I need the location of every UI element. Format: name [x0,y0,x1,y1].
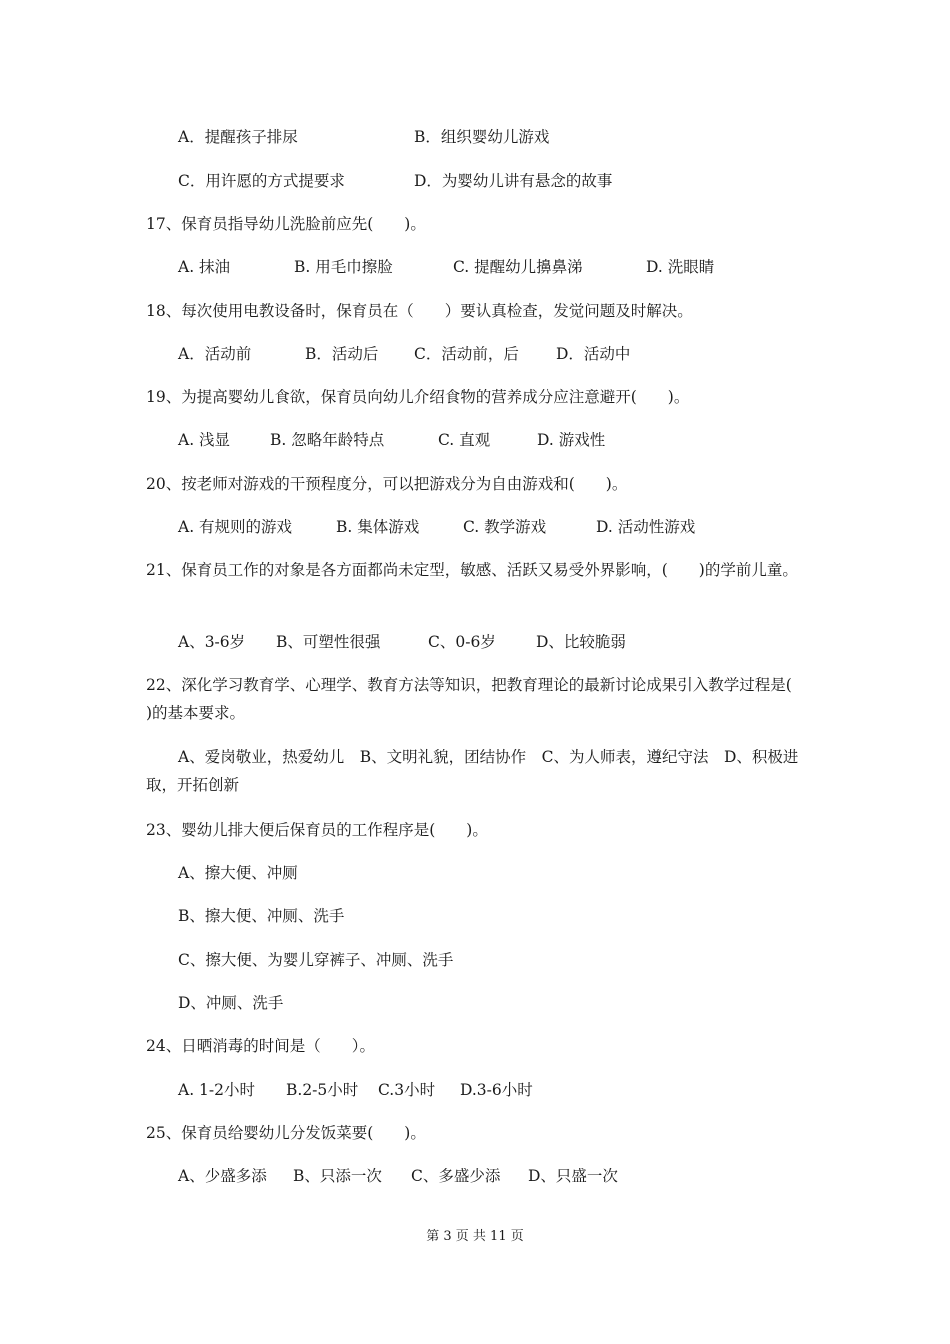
q21-option-d: D、比较脆弱 [536,633,626,651]
q24-option-d: D.3-6小时 [460,1081,533,1099]
q21-option-c: C、0-6岁 [428,633,496,651]
q17-option-a: A. 抹油 [178,258,231,276]
q23-option-c: C、擦大便、为婴儿穿裤子、冲厕、洗手 [178,951,454,969]
q20-stem: 20、按老师对游戏的干预程度分，可以把游戏分为自由游戏和( )。 [146,475,628,493]
q20-option-b: B. 集体游戏 [336,518,420,536]
q23-option-a: A、擦大便、冲厕 [178,864,298,882]
q19-option-a: A. 浅显 [178,431,231,449]
q24-option-a: A. 1-2小时 [178,1081,256,1099]
q18-option-a: A．活动前 [178,345,252,363]
q18-stem: 18、每次使用电教设备时，保育员在（ ）要认真检查，发觉问题及时解决。 [146,302,693,320]
q20-option-c: C. 教学游戏 [463,518,547,536]
q19-option-b: B. 忽略年龄特点 [270,431,385,449]
q25-option-c: C、多盛少添 [411,1167,501,1185]
q23-stem: 23、婴幼儿排大便后保育员的工作程序是( )。 [146,821,488,839]
q21-option-a: A、3-6岁 [178,633,246,651]
q17-option-b: B. 用毛巾擦脸 [294,258,393,276]
q20-option-a: A. 有规则的游戏 [178,518,293,536]
q21-option-b: B、可塑性很强 [276,633,381,651]
page-footer: 第 3 页 共 11 页 [426,1229,524,1244]
q16-option-b: B．组织婴幼儿游戏 [414,128,550,146]
q16-option-a: A．提醒孩子排尿 [178,128,298,146]
q25-option-b: B、只添一次 [293,1167,382,1185]
q16-option-c: C．用许愿的方式提要求 [178,172,345,190]
q22-options: A、爱岗敬业，热爱幼儿 B、文明礼貌，团结协作 C、为人师表，遵纪守法 D、积极进取，开拓创新 [146,748,799,794]
q18-option-d: D．活动中 [556,345,631,363]
q19-option-d: D. 游戏性 [537,431,606,449]
q16-option-d: D．为婴幼儿讲有悬念的故事 [414,172,613,190]
q21-stem: 21、保育员工作的对象是各方面都尚未定型，敏感、活跃又易受外界影响，( )的学前儿童。 [146,561,798,579]
q18-option-c: C．活动前，后 [414,345,519,363]
q20-option-d: D. 活动性游戏 [596,518,696,536]
q19-option-c: C. 直观 [438,431,491,449]
q24-stem: 24、日晒消毒的时间是（ ）。 [146,1037,375,1055]
q17-option-c: C. 提醒幼儿擤鼻涕 [453,258,583,276]
q24-option-c: C.3小时 [378,1081,436,1099]
q24-option-b: B.2-5小时 [286,1081,359,1099]
q18-option-b: B．活动后 [305,345,379,363]
q25-option-a: A、少盛多添 [178,1167,267,1185]
q23-option-b: B、擦大便、冲厕、洗手 [178,907,345,925]
q22-stem: 22、深化学习教育学、心理学、教育方法等知识，把教育理论的最新讨论成果引入教学过程是( )的基本要求。 [146,676,823,722]
q17-option-d: D. 洗眼睛 [646,258,715,276]
q25-option-d: D、只盛一次 [528,1167,618,1185]
q25-stem: 25、保育员给婴幼儿分发饭菜要( )。 [146,1124,426,1142]
q19-stem: 19、为提高婴幼儿食欲，保育员向幼儿介绍食物的营养成分应注意避开( )。 [146,388,690,406]
q17-stem: 17、保育员指导幼儿洗脸前应先( )。 [146,215,426,233]
q23-option-d: D、冲厕、洗手 [178,994,284,1012]
